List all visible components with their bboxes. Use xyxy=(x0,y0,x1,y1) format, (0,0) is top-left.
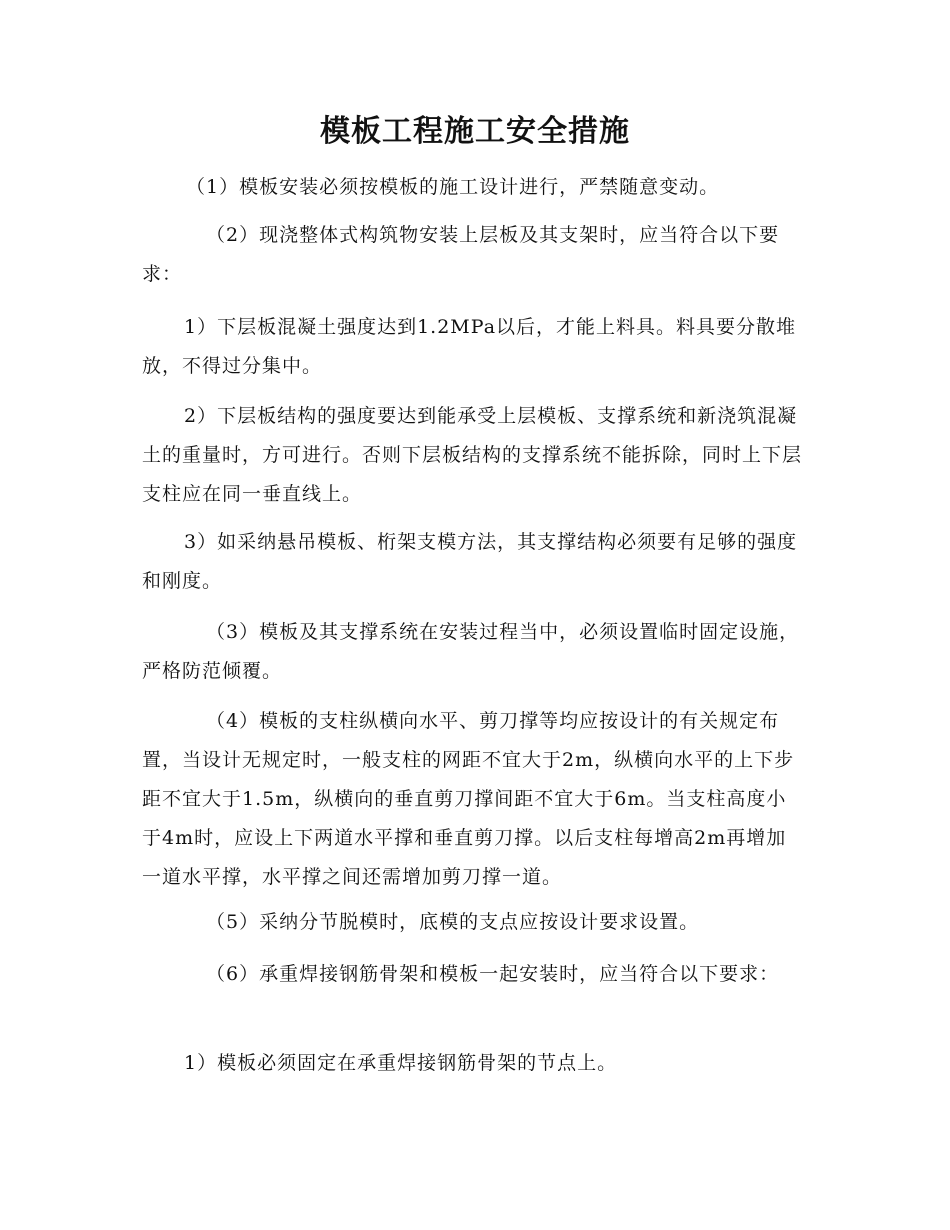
paragraph-2-item-1: 1）下层板混凝土强度达到1.2MPa以后，才能上料具。料具要分散堆放，不得过分集中。 xyxy=(142,316,797,377)
paragraph-1: （1）模板安装必须按模板的施工设计进行，严禁随意变动。 xyxy=(186,176,720,198)
paragraph-6-item-1: 1）模板必须固定在承重焊接钢筋骨架的节点上。 xyxy=(184,1052,618,1074)
paragraph-6: （6）承重焊接钢筋骨架和模板一起安装时，应当符合以下要求： xyxy=(206,963,780,985)
document-title: 模板工程施工安全措施 xyxy=(320,114,630,149)
paragraph-3: （3）模板及其支撑系统在安装过程当中，必须设置临时固定设施，严格防范倾覆。 xyxy=(142,621,800,682)
paragraph-2-item-2: 2）下层板结构的强度要达到能承受上层模板、支撑系统和新浇筑混凝土的重量时，方可进行。否则下层板结构的支撑系统不能拆除，同时上下层支柱应在同一垂直线上。 xyxy=(142,405,803,505)
paragraph-4: （4）模板的支柱纵横向水平、剪刀撑等均应按设计的有关规定布置，当设计无规定时，一般支柱的网距不宜大于2m，纵横向水平的上下步距不宜大于1.5m，纵横向的垂直剪刀撑间距不宜大于6m。当支柱高度小于4m时，应设上下两道水平撑和垂直剪刀撑。以后支柱每增高2m再增加一道水平撑，水平撑之间还需增加剪刀撑一道。 xyxy=(142,710,795,888)
paragraph-2-item-3: 3）如采纳悬吊模板、桁架支模方法，其支撑结构必须要有足够的强度和刚度。 xyxy=(142,531,798,592)
paragraph-2: （2）现浇整体式构筑物安装上层板及其支架时，应当符合以下要求： xyxy=(142,224,780,285)
paragraph-5: （5）采纳分节脱模时，底模的支点应按设计要求设置。 xyxy=(206,911,700,933)
